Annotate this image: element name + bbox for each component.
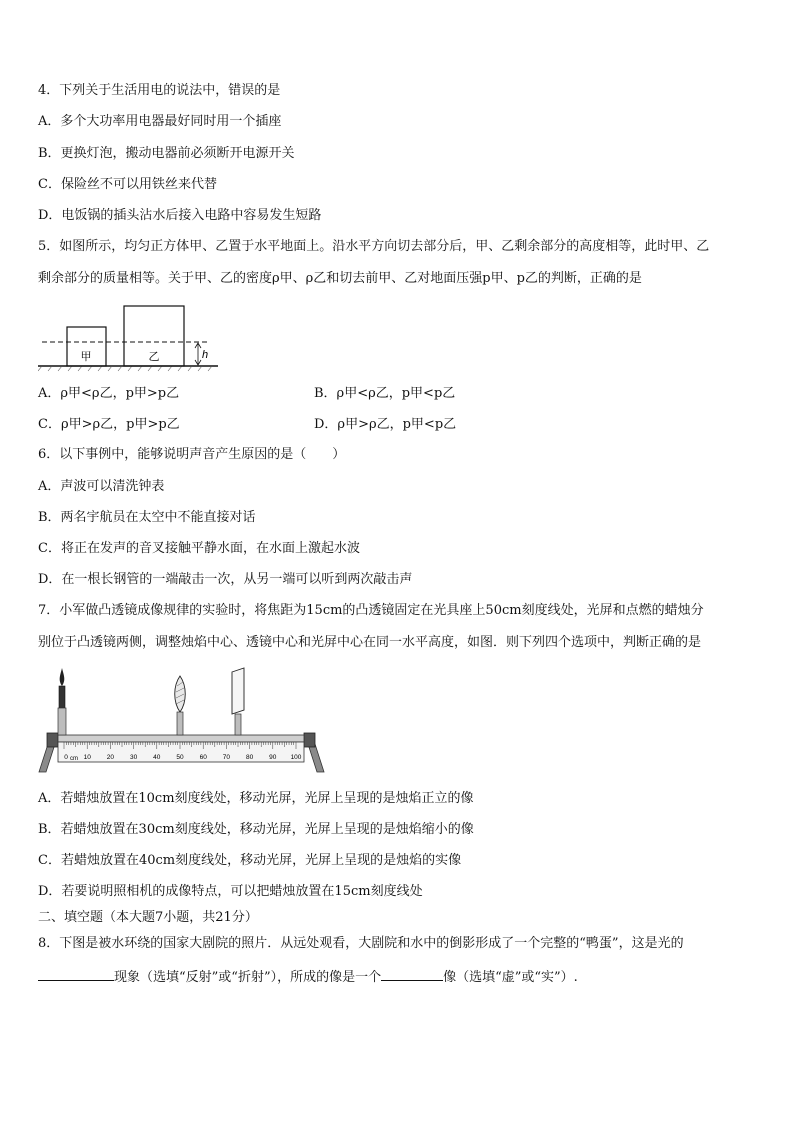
bench-left-leg [39, 744, 55, 772]
q4-option-c: C．保险丝不可以用铁丝来代替 [38, 177, 217, 192]
ruler-tick-label: 80 [245, 754, 254, 761]
q7-option-d: D．若要说明照相机的成像特点，可以把蜡烛放置在15cm刻度线处 [38, 884, 423, 899]
q7-option-b: B．若蜡烛放置在30cm刻度线处，移动光屏，光屏上呈现的是烛焰缩小的像 [38, 822, 474, 837]
q4-option-a: A．多个大功率用电器最好同时用一个插座 [38, 114, 282, 129]
q7-option-a: A．若蜡烛放置在10cm刻度线处，移动光屏，光屏上呈现的是烛焰正立的像 [38, 791, 474, 806]
q6-option-b: B．两名宇航员在太空中不能直接对话 [38, 510, 256, 525]
q7-stem-line2: 别位于凸透镜两侧，调整烛焰中心、透镜中心和光屏中心在同一水平高度，如图．则下列四个选项中，判断正确的是 [38, 635, 702, 650]
q5-stem-line2: 剩余部分的质量相等。关于甲、乙的密度ρ甲、ρ乙和切去前甲、乙对地面压强p甲、p乙的判断，正确的是 [38, 271, 642, 286]
q8-blank-1[interactable] [38, 967, 114, 981]
ruler-tick-label: 10 [83, 754, 91, 761]
label-jia: 甲 [80, 351, 92, 363]
q5-cube-figure [38, 300, 218, 372]
ruler-tick-label: 0 [64, 754, 68, 761]
ruler-tick-label: 70 [222, 754, 231, 761]
light-screen [232, 668, 244, 735]
bench-rail [58, 735, 304, 742]
bench-right-end [304, 733, 315, 747]
q6-stem: 6．以下事例中，能够说明声音产生原因的是（ ） [38, 447, 346, 462]
ruler-tick-label: 30 [129, 754, 138, 761]
q6-option-c: C．将正在发声的音叉接触平静水面，在水面上激起水波 [38, 541, 360, 556]
ruler-tick-label: 50 [176, 754, 184, 761]
screen-holder [235, 714, 241, 735]
q5-option-c: C．ρ甲>ρ乙，p甲>p乙 [38, 417, 180, 432]
candle [58, 668, 66, 735]
q7-stem-line1: 7．小军做凸透镜成像规律的实验时，将焦距为15cm的凸透镜固定在光具座上50cm刻度线处，光屏和点燃的蜡烛分 [38, 603, 704, 618]
label-h: h [202, 349, 209, 361]
candle-flame [60, 668, 65, 686]
q5-option-d: D．ρ甲>ρ乙，p甲<p乙 [314, 417, 457, 432]
ruler-tick-label: 40 [153, 754, 161, 761]
optical-bench-figure [38, 664, 326, 776]
q5-option-a: A．ρ甲<ρ乙，p甲>p乙 [38, 386, 180, 401]
q8-text-part1: 现象（选填“反射”或“折射”），所成的像是一个 [114, 970, 382, 985]
q7-option-c: C．若蜡烛放置在40cm刻度线处，移动光屏，光屏上呈现的是烛焰的实像 [38, 853, 462, 868]
convex-lens [175, 676, 186, 735]
candle-holder [58, 708, 66, 735]
q4-stem: 4．下列关于生活用电的说法中，错误的是 [38, 83, 281, 98]
ruler-tick-label: 100 [290, 754, 302, 761]
q8-stem-line1: 8．下图是被水环绕的国家大剧院的照片．从远处观看，大剧院和水中的倒影形成了一个完整的“鸭蛋”，这是光的 [38, 936, 684, 951]
q8-text-part2: 像（选填“虚”或“实”）. [443, 970, 578, 985]
label-yi: 乙 [148, 351, 160, 363]
q6-option-d: D．在一根长钢管的一端敲击一次，从另一端可以听到两次敲击声 [38, 572, 413, 587]
q5-stem-line1: 5．如图所示，均匀正方体甲、乙置于水平地面上。沿水平方向切去部分后，甲、乙剩余部分的高度相等，此时甲、乙 [38, 239, 710, 254]
candle-body [59, 686, 65, 708]
ruler-tick-label: 20 [106, 754, 115, 761]
bench-right-leg [308, 744, 324, 772]
ruler-tick-label: 90 [269, 754, 277, 761]
lens-holder [177, 712, 183, 735]
ground-hatching [38, 366, 212, 371]
q5-option-b: B．ρ甲<ρ乙，p甲<p乙 [314, 386, 456, 401]
q8-blank-2[interactable] [381, 967, 443, 981]
bench-left-end [47, 733, 58, 747]
q4-option-d: D．电饭锅的插头沾水后接入电路中容易发生短路 [38, 208, 322, 223]
section-title: 二、填空题（本大题7小题，共21分） [38, 910, 258, 925]
q8-stem-line2 [38, 967, 578, 987]
ruler-tick-label: 60 [199, 754, 207, 761]
q6-option-a: A．声波可以清洗钟表 [38, 479, 165, 494]
ruler-unit-label: cm [70, 756, 78, 762]
q4-option-b: B．更换灯泡，搬动电器前必须断开电源开关 [38, 146, 295, 161]
screen-board [232, 668, 244, 714]
